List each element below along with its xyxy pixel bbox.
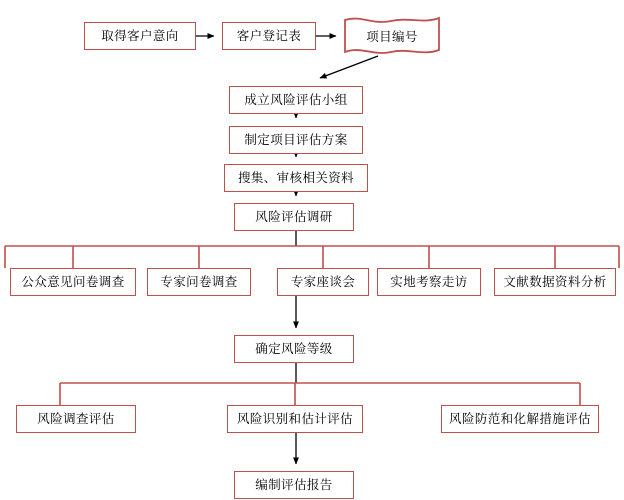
node-risk-assessment-research[interactable] [234, 203, 354, 231]
node-label: 专家座谈会 [290, 274, 356, 290]
node-literature-data-analysis[interactable] [494, 268, 616, 296]
node-label: 风险评估调研 [255, 209, 333, 225]
node-form-risk-assessment-team[interactable] [229, 86, 363, 114]
node-risk-identification-estimation[interactable] [227, 405, 363, 433]
node-label: 专家问卷调查 [160, 274, 238, 290]
node-expert-symposium[interactable] [277, 268, 369, 296]
node-client-registration-form[interactable] [222, 22, 316, 50]
node-label: 确定风险等级 [255, 341, 333, 357]
node-take-client-intention[interactable] [84, 22, 196, 50]
node-label: 公众意见问卷调查 [21, 274, 125, 290]
node-risk-prevention-mitigation[interactable] [441, 405, 599, 433]
node-risk-survey-evaluation[interactable] [16, 405, 136, 433]
node-label: 制定项目评估方案 [244, 132, 348, 148]
node-label: 项目编号 [366, 29, 418, 44]
node-project-number-document[interactable] [343, 14, 441, 58]
node-determine-risk-level[interactable] [234, 335, 354, 363]
node-expert-questionnaire[interactable] [147, 268, 251, 296]
node-label: 文献数据资料分析 [503, 274, 607, 290]
node-label: 风险识别和估计评估 [236, 411, 354, 427]
node-label: 成立风险评估小组 [244, 92, 348, 108]
node-draft-assessment-plan[interactable] [229, 126, 363, 154]
node-public-opinion-survey[interactable] [10, 268, 136, 296]
node-label: 搜集、审核相关资料 [237, 170, 355, 186]
node-label: 风险防范和化解措施评估 [449, 411, 591, 427]
node-label: 客户登记表 [236, 28, 302, 44]
node-label: 风险调查评估 [37, 411, 115, 427]
node-compile-assessment-report[interactable] [234, 471, 354, 499]
node-label: 编制评估报告 [255, 477, 333, 493]
node-label: 取得客户意向 [101, 28, 179, 44]
node-label: 实地考察走访 [390, 274, 468, 290]
node-collect-review-materials[interactable] [224, 164, 368, 192]
node-field-visits[interactable] [377, 268, 481, 296]
